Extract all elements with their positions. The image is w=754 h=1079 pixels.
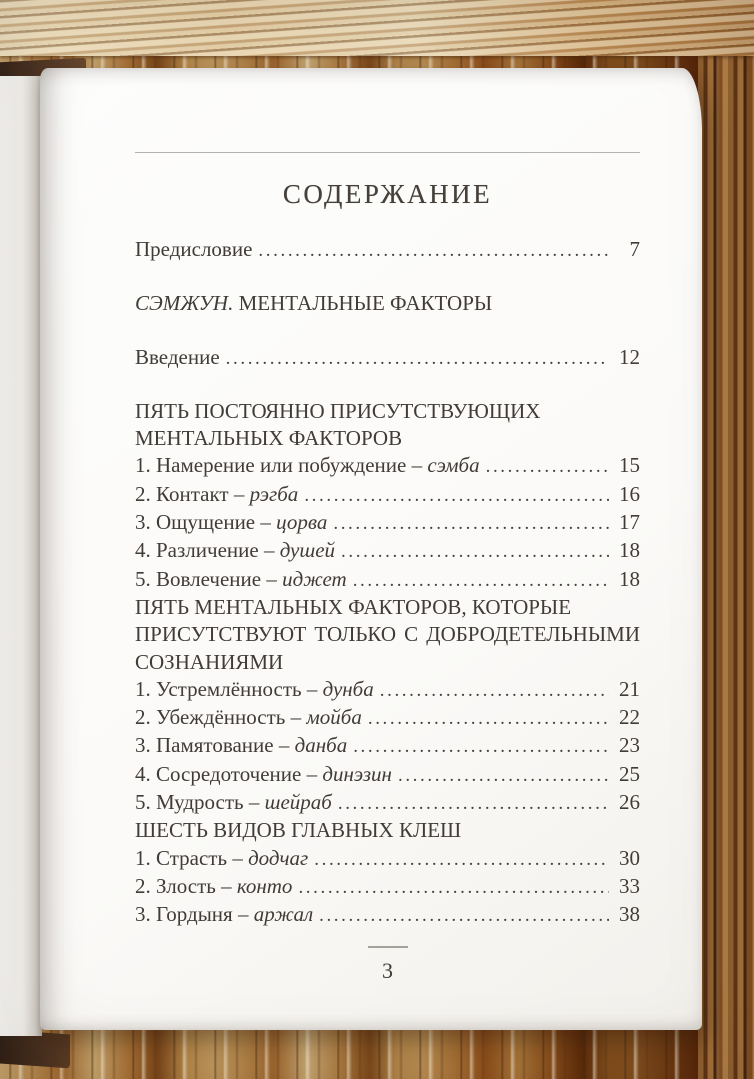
toc-entry	[135, 566, 640, 594]
toc-entry	[135, 236, 640, 264]
toc-heading-line: СЭМЖУН. МЕНТАЛЬНЫЕ ФАКТОРЫ	[135, 291, 493, 316]
toc-entry-label: 4. Различение – душей	[135, 538, 336, 563]
dot-leader	[353, 567, 609, 594]
toc-entry-label: 2. Контакт – рэгба	[135, 481, 299, 506]
wood-right-plank	[698, 0, 754, 1079]
toc-entry-page-number: 23	[619, 733, 640, 758]
toc-entry-label: 5. Вовлечение – иджет	[135, 566, 347, 591]
toc-entry-term: динэзин	[322, 761, 392, 786]
toc-heading	[135, 594, 640, 676]
page-content	[135, 68, 640, 984]
toc-entry-term: цорва	[276, 510, 328, 535]
toc-entry	[135, 676, 640, 704]
footer-rule	[368, 946, 408, 948]
toc-heading-line: ПЯТЬ ПОСТОЯННО ПРИСУТСТВУЮЩИХ	[135, 398, 541, 423]
toc-entry-term: иджет	[282, 566, 347, 591]
dot-leader	[341, 538, 609, 565]
toc-entry-page-number: 12	[619, 344, 640, 369]
page-number: 3	[382, 957, 393, 983]
toc-entry-term: сэмба	[427, 453, 480, 478]
toc-entry-term: аржал	[253, 902, 314, 927]
dot-leader	[398, 762, 609, 789]
dot-leader	[486, 453, 609, 480]
table-of-contents	[135, 236, 640, 930]
dot-leader	[380, 677, 609, 704]
dot-leader	[314, 846, 609, 873]
left-page-edge	[0, 76, 42, 1036]
toc-entry-page-number: 17	[619, 510, 640, 535]
toc-entry-term: конто	[236, 873, 293, 898]
toc-entry-label: 1. Намерение или побуждение – сэмба	[135, 453, 480, 478]
toc-entry-term: додчаг	[248, 845, 309, 870]
toc-entry-page-number: 15	[619, 453, 640, 478]
dot-leader	[226, 345, 609, 372]
toc-entry-term: дунба	[322, 676, 374, 701]
book-page	[40, 68, 702, 1030]
toc-heading-line: ШЕСТЬ ВИДОВ ГЛАВНЫХ КЛЕШ	[135, 818, 462, 843]
dot-leader	[368, 705, 609, 732]
toc-entry-term: шейраб	[264, 790, 332, 815]
toc-heading-line: ПЯТЬ МЕНТАЛЬНЫХ ФАКТОРОВ, КОТОРЫЕ	[135, 594, 572, 619]
wood-top-plank	[0, 0, 754, 56]
toc-heading-line: СОЗНАНИЯМИ	[135, 649, 284, 674]
toc-entry-page-number: 38	[619, 902, 640, 927]
toc-heading	[135, 398, 640, 453]
page-title: СОДЕРЖАНИЕ	[282, 179, 493, 209]
toc-entry	[135, 845, 640, 873]
toc-entry	[135, 704, 640, 732]
toc-heading	[135, 817, 640, 844]
dot-leader	[319, 902, 609, 929]
toc-entry	[135, 452, 640, 480]
dot-leader	[258, 237, 609, 264]
dot-leader	[338, 790, 609, 817]
dot-leader	[298, 874, 609, 901]
dot-leader	[353, 733, 609, 760]
toc-entry-page-number: 33	[619, 873, 640, 898]
toc-entry-label: 1. Страсть – додчаг	[135, 845, 309, 870]
toc-entry-label: 3. Гордыня – аржал	[135, 902, 314, 927]
toc-entry-page-number: 21	[619, 676, 640, 701]
toc-entry	[135, 732, 640, 760]
toc-entry	[135, 761, 640, 789]
toc-entry-label: Предисловие	[135, 237, 253, 261]
toc-entry-label: 2. Злость – конто	[135, 873, 293, 898]
toc-entry-page-number: 26	[619, 790, 640, 815]
toc-entry-label: 2. Убеждённость – мойба	[135, 705, 362, 730]
toc-entry-label: 3. Памятование – данба	[135, 733, 348, 758]
toc-entry-term: мойба	[306, 705, 362, 730]
toc-entry	[135, 873, 640, 901]
toc-entry-label: Введение	[135, 344, 220, 369]
header-rule	[135, 152, 640, 153]
dot-leader	[333, 510, 609, 537]
toc-entry	[135, 344, 640, 372]
toc-entry	[135, 481, 640, 509]
toc-entry-page-number: 18	[619, 538, 640, 563]
toc-heading-line: ПРИСУТСТВУЮТ ТОЛЬКО С ДОБРОДЕТЕЛЬНЫМИ	[135, 622, 640, 647]
toc-entry-label: 5. Мудрость – шейраб	[135, 790, 332, 815]
toc-entry-page-number: 25	[619, 761, 640, 786]
toc-entry-label: 3. Ощущение – цорва	[135, 510, 328, 535]
toc-heading	[135, 290, 640, 317]
toc-entry	[135, 901, 640, 929]
toc-entry-term: душей	[279, 538, 336, 563]
toc-entry-page-number: 22	[619, 705, 640, 730]
toc-entry	[135, 537, 640, 565]
toc-entry-label: 1. Устремлённость – дунба	[135, 676, 374, 701]
toc-heading-line: МЕНТАЛЬНЫХ ФАКТОРОВ	[135, 426, 403, 451]
toc-entry	[135, 509, 640, 537]
toc-entry-label: 4. Сосредоточение – динэзин	[135, 761, 392, 786]
toc-entry-term: данба	[294, 733, 348, 758]
toc-entry	[135, 789, 640, 817]
dot-leader	[304, 482, 609, 509]
toc-entry-page-number: 30	[619, 845, 640, 870]
toc-entry-page-number: 7	[629, 237, 640, 261]
toc-entry-page-number: 18	[619, 566, 640, 591]
toc-entry-page-number: 16	[619, 481, 640, 506]
toc-entry-term: рэгба	[249, 481, 299, 506]
